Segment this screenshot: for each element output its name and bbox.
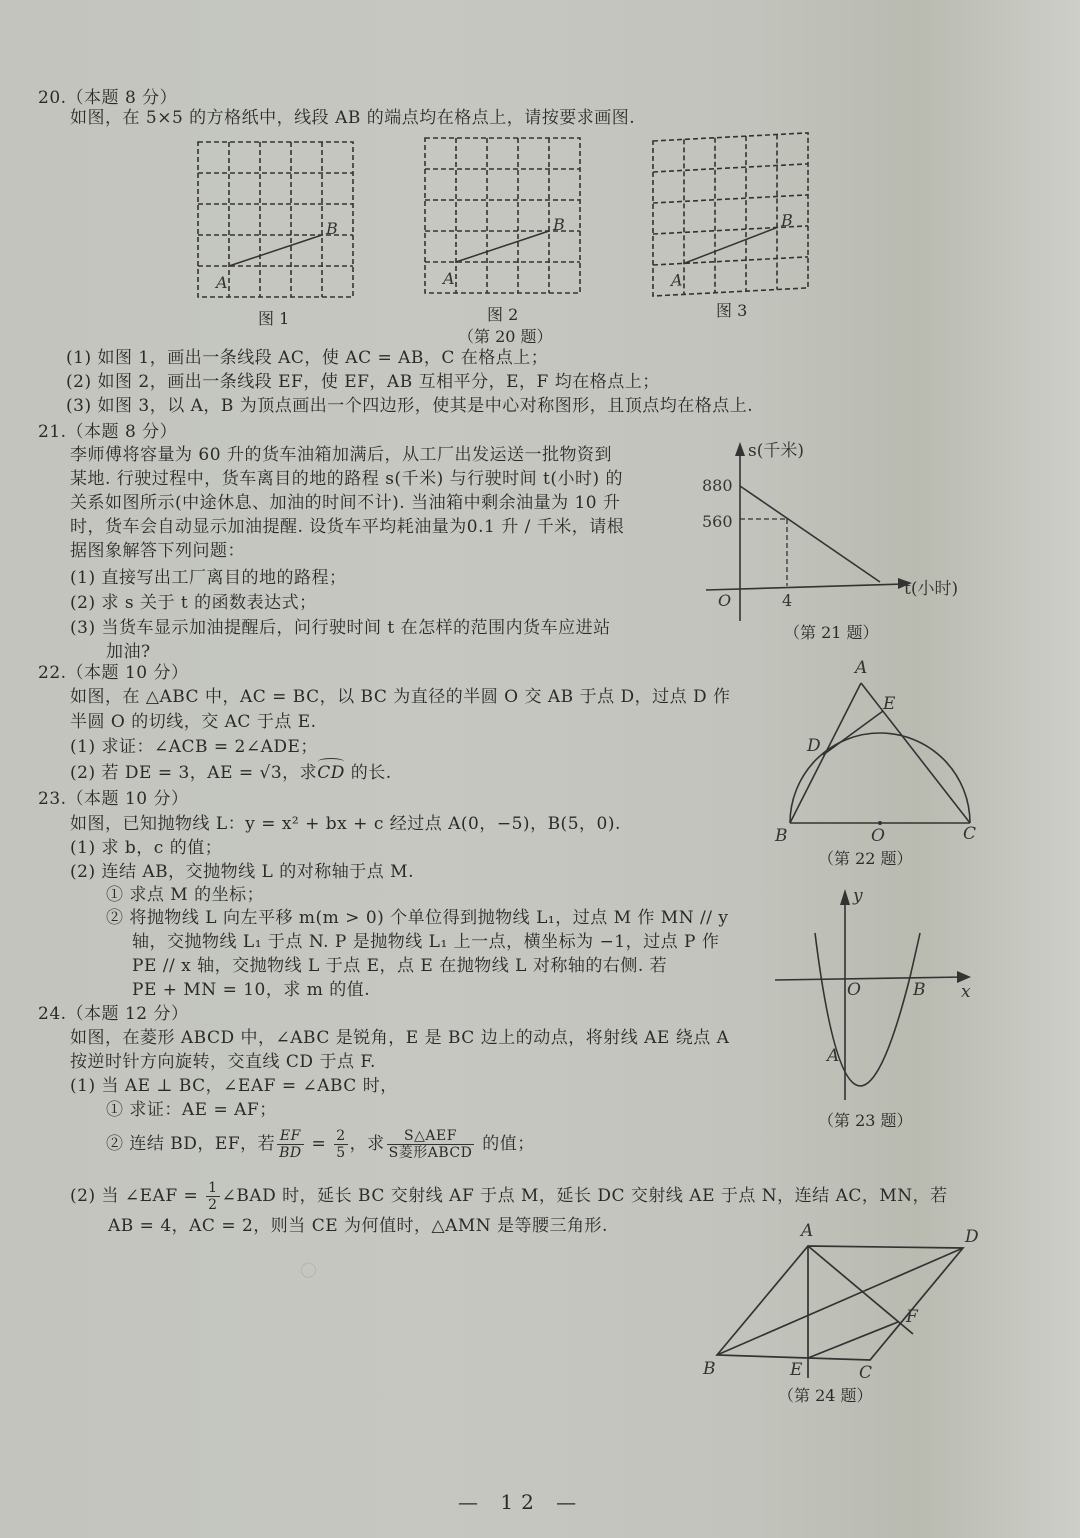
point-b-label: B bbox=[703, 1359, 716, 1379]
q21-stem-line-3: 关系如图所示(中途休息、加油的时间不计). 当油箱中剩余油量为 10 升 bbox=[70, 493, 621, 513]
fraction-denominator: BD bbox=[279, 1145, 302, 1161]
x-tick-4: 4 bbox=[782, 591, 793, 610]
y-axis-label: s(千米) bbox=[748, 441, 804, 461]
grid-figure-1 bbox=[198, 142, 358, 302]
q22-part-1: (1) 求证：∠ACB = 2∠ADE； bbox=[70, 737, 318, 757]
q21-stem-line-4: 时，货车会自动显示加油提醒. 设货车平均耗油量为0.1 升 / 千米，请根 bbox=[70, 517, 625, 537]
q23-part-2-2-line-2: 轴，交抛物线 L₁ 于点 N. P 是抛物线 L₁ 上一点，横坐标为 −1，过点 P 作 bbox=[132, 932, 720, 952]
q23-stem: 如图，已知抛物线 L：y = x² + bx + c 经过点 A(0，−5)，B(5，0). bbox=[70, 814, 621, 834]
fraction-numerator: EF bbox=[277, 1128, 304, 1145]
fraction-denominator: 2 bbox=[208, 1197, 218, 1213]
origin-label: O bbox=[718, 591, 732, 610]
q23-part-2-1: ① 求点 M 的坐标； bbox=[106, 885, 265, 905]
q24-figure bbox=[695, 1218, 990, 1383]
fraction-denominator: 5 bbox=[336, 1145, 346, 1161]
q20-figure-1 bbox=[198, 142, 358, 302]
point-a-label: A bbox=[801, 1221, 814, 1241]
fraction-numerator: S△AEF bbox=[387, 1128, 475, 1145]
q23-part-1: (1) 求 b，c 的值； bbox=[70, 838, 223, 858]
triangle-semicircle-figure bbox=[775, 655, 985, 845]
q24-part-1-2-pre: ② 连结 BD，EF，若 bbox=[106, 1134, 276, 1154]
page-number: — 12 — bbox=[458, 1490, 585, 1514]
fraction-numerator: 2 bbox=[336, 1128, 346, 1144]
bleed-through: ◯ bbox=[300, 1260, 317, 1278]
svg-text:A: A bbox=[443, 269, 455, 288]
q24-part-1-2-mid: ，求 bbox=[349, 1134, 385, 1154]
q24-header: 24.（本题 12 分） bbox=[38, 1004, 189, 1024]
parabola-graph bbox=[775, 885, 985, 1105]
point-c-label: C bbox=[963, 824, 977, 844]
q24-part-1-2 bbox=[106, 1128, 535, 1161]
fraction-one-half bbox=[206, 1180, 219, 1213]
q20-part-1: (1) 如图 1，画出一条线段 AC，使 AC = AB，C 在格点上； bbox=[66, 348, 549, 368]
q24-part-2-pre: (2) 当 ∠EAF = bbox=[70, 1186, 205, 1206]
q24-part-2-line-1 bbox=[70, 1180, 948, 1213]
q20-figure-1-label: 图 1 bbox=[258, 309, 290, 328]
origin-label: O bbox=[847, 980, 861, 1000]
svg-text:B: B bbox=[781, 210, 793, 231]
q24-part-1: (1) 当 AE ⊥ BC，∠EAF = ∠ABC 时， bbox=[70, 1076, 398, 1096]
point-o-label: O bbox=[871, 826, 885, 846]
q24-part-2-line-2: AB = 4，AC = 2，则当 CE 为何值时，△AMN 是等腰三角形. bbox=[108, 1216, 608, 1236]
q22-stem-line-1: 如图，在 △ABC 中，AC = BC，以 BC 为直径的半圆 O 交 AB 于点 D，过点 D 作 bbox=[70, 687, 731, 707]
point-b-label: B bbox=[775, 826, 788, 846]
fraction-denominator: S菱形ABCD bbox=[388, 1145, 473, 1161]
q23-part-2-2-line-1: ② 将抛物线 L 向左平移 m(m > 0) 个单位得到抛物线 L₁，过点 M 作 MN // y bbox=[106, 908, 729, 928]
q22-part-2-pre: (2) 若 DE = 3，AE = √3，求 bbox=[70, 763, 318, 783]
q22-part-2-post: 的长. bbox=[344, 763, 392, 783]
q20-figure-3 bbox=[653, 135, 813, 295]
q20-part-3: (3) 如图 3，以 A，B 为顶点画出一个四边形，使其是中心对称图形，且顶点均在格点上. bbox=[66, 396, 754, 416]
q21-part-3: (3) 当货车显示加油提醒后，问行驶时间 t 在怎样的范围内货车应进站 bbox=[70, 618, 611, 638]
fraction-2-5 bbox=[334, 1128, 347, 1161]
arc-cd: CD bbox=[317, 763, 345, 783]
q20-figure-3-label: 图 3 bbox=[716, 301, 748, 320]
q20-part-2: (2) 如图 2，画出一条线段 EF，使 EF，AB 互相平分，E，F 均在格点上； bbox=[66, 372, 660, 392]
q24-part-1-2-post: 的值； bbox=[476, 1134, 535, 1154]
q24-stem-line-1: 如图，在菱形 ABCD 中，∠ABC 是锐角，E 是 BC 边上的动点，将射线 AE 绕点 A bbox=[70, 1028, 730, 1048]
q20-caption: （第 20 题） bbox=[458, 327, 553, 346]
q22-stem-line-2: 半圆 O 的切线，交 AC 于点 E. bbox=[70, 712, 317, 732]
svg-text:A: A bbox=[216, 273, 228, 292]
x-axis-label: t(小时) bbox=[904, 579, 959, 599]
svg-text:A: A bbox=[671, 270, 683, 291]
q23-part-2-2-line-4: PE + MN = 10，求 m 的值. bbox=[132, 980, 371, 1000]
q24-caption: （第 24 题） bbox=[778, 1386, 873, 1405]
q24-stem-line-2: 按逆时针方向旋转，交直线 CD 于点 F. bbox=[70, 1052, 376, 1072]
q21-part-2: (2) 求 s 关于 t 的函数表达式； bbox=[70, 593, 317, 613]
fraction-area-ratio bbox=[387, 1128, 475, 1161]
q20-stem: 如图，在 5×5 的方格纸中，线段 AB 的端点均在格点上，请按要求画图. bbox=[70, 108, 636, 128]
point-a-label: A bbox=[827, 1046, 840, 1066]
grid-figure-2 bbox=[425, 138, 585, 298]
q21-stem-line-5: 据图象解答下列问题： bbox=[70, 541, 245, 561]
fraction-numerator: 1 bbox=[208, 1180, 218, 1196]
q21-caption: （第 21 题） bbox=[784, 623, 879, 642]
point-f-label: F bbox=[906, 1307, 918, 1327]
fraction-ef-bd bbox=[277, 1128, 304, 1161]
q20-header: 20.（本题 8 分） bbox=[38, 88, 178, 108]
q23-figure bbox=[775, 885, 985, 1105]
q23-part-2: (2) 连结 AB，交抛物线 L 的对称轴于点 M. bbox=[70, 862, 414, 882]
equals-sign: = bbox=[305, 1134, 333, 1154]
q21-part-1: (1) 直接写出工厂离目的地的路程； bbox=[70, 568, 347, 588]
y-tick-560: 560 bbox=[702, 512, 733, 531]
q21-graph bbox=[700, 436, 990, 616]
q24-part-1-1: ① 求证：AE = AF； bbox=[106, 1100, 277, 1120]
point-d-label: D bbox=[807, 736, 821, 756]
y-tick-880: 880 bbox=[702, 476, 733, 495]
q23-caption: （第 23 题） bbox=[818, 1111, 913, 1130]
q24-part-2-post: ∠BAD 时，延长 BC 交射线 AF 于点 M，延长 DC 交射线 AE 于点 N，连结 AC，MN，若 bbox=[221, 1186, 948, 1206]
q21-stem-line-2: 某地. 行驶过程中，货车离目的地的路程 s(千米) 与行驶时间 t(小时) 的 bbox=[70, 469, 624, 489]
point-b-label: B bbox=[913, 980, 926, 1000]
rhombus-figure bbox=[695, 1218, 990, 1383]
q22-header: 22.（本题 10 分） bbox=[38, 663, 189, 683]
q22-caption: （第 22 题） bbox=[818, 849, 913, 868]
grid-figure-3 bbox=[653, 135, 813, 295]
y-axis-label: y bbox=[853, 886, 863, 906]
point-d-label: D bbox=[965, 1227, 979, 1247]
q23-part-2-2-line-3: PE // x 轴，交抛物线 L 于点 E，点 E 在抛物线 L 对称轴的右侧. 若 bbox=[132, 956, 668, 976]
point-e-label: E bbox=[883, 694, 896, 714]
point-e-label: E bbox=[790, 1360, 803, 1380]
distance-time-graph bbox=[700, 436, 990, 616]
q23-header: 23.（本题 10 分） bbox=[38, 789, 189, 809]
svg-text:B: B bbox=[553, 215, 565, 234]
q22-figure bbox=[775, 655, 985, 845]
svg-text:B: B bbox=[326, 219, 338, 238]
q21-part-3-cont: 加油? bbox=[106, 642, 151, 662]
point-a-label: A bbox=[855, 658, 868, 678]
q21-stem-line-1: 李师傅将容量为 60 升的货车油箱加满后，从工厂出发运送一批物资到 bbox=[70, 445, 612, 465]
q22-part-2 bbox=[70, 761, 392, 785]
q21-header: 21.（本题 8 分） bbox=[38, 422, 178, 442]
point-c-label: C bbox=[859, 1363, 873, 1383]
x-axis-label: x bbox=[961, 982, 971, 1002]
q20-figure-2-label: 图 2 bbox=[487, 305, 519, 324]
q20-figure-2 bbox=[425, 138, 585, 298]
